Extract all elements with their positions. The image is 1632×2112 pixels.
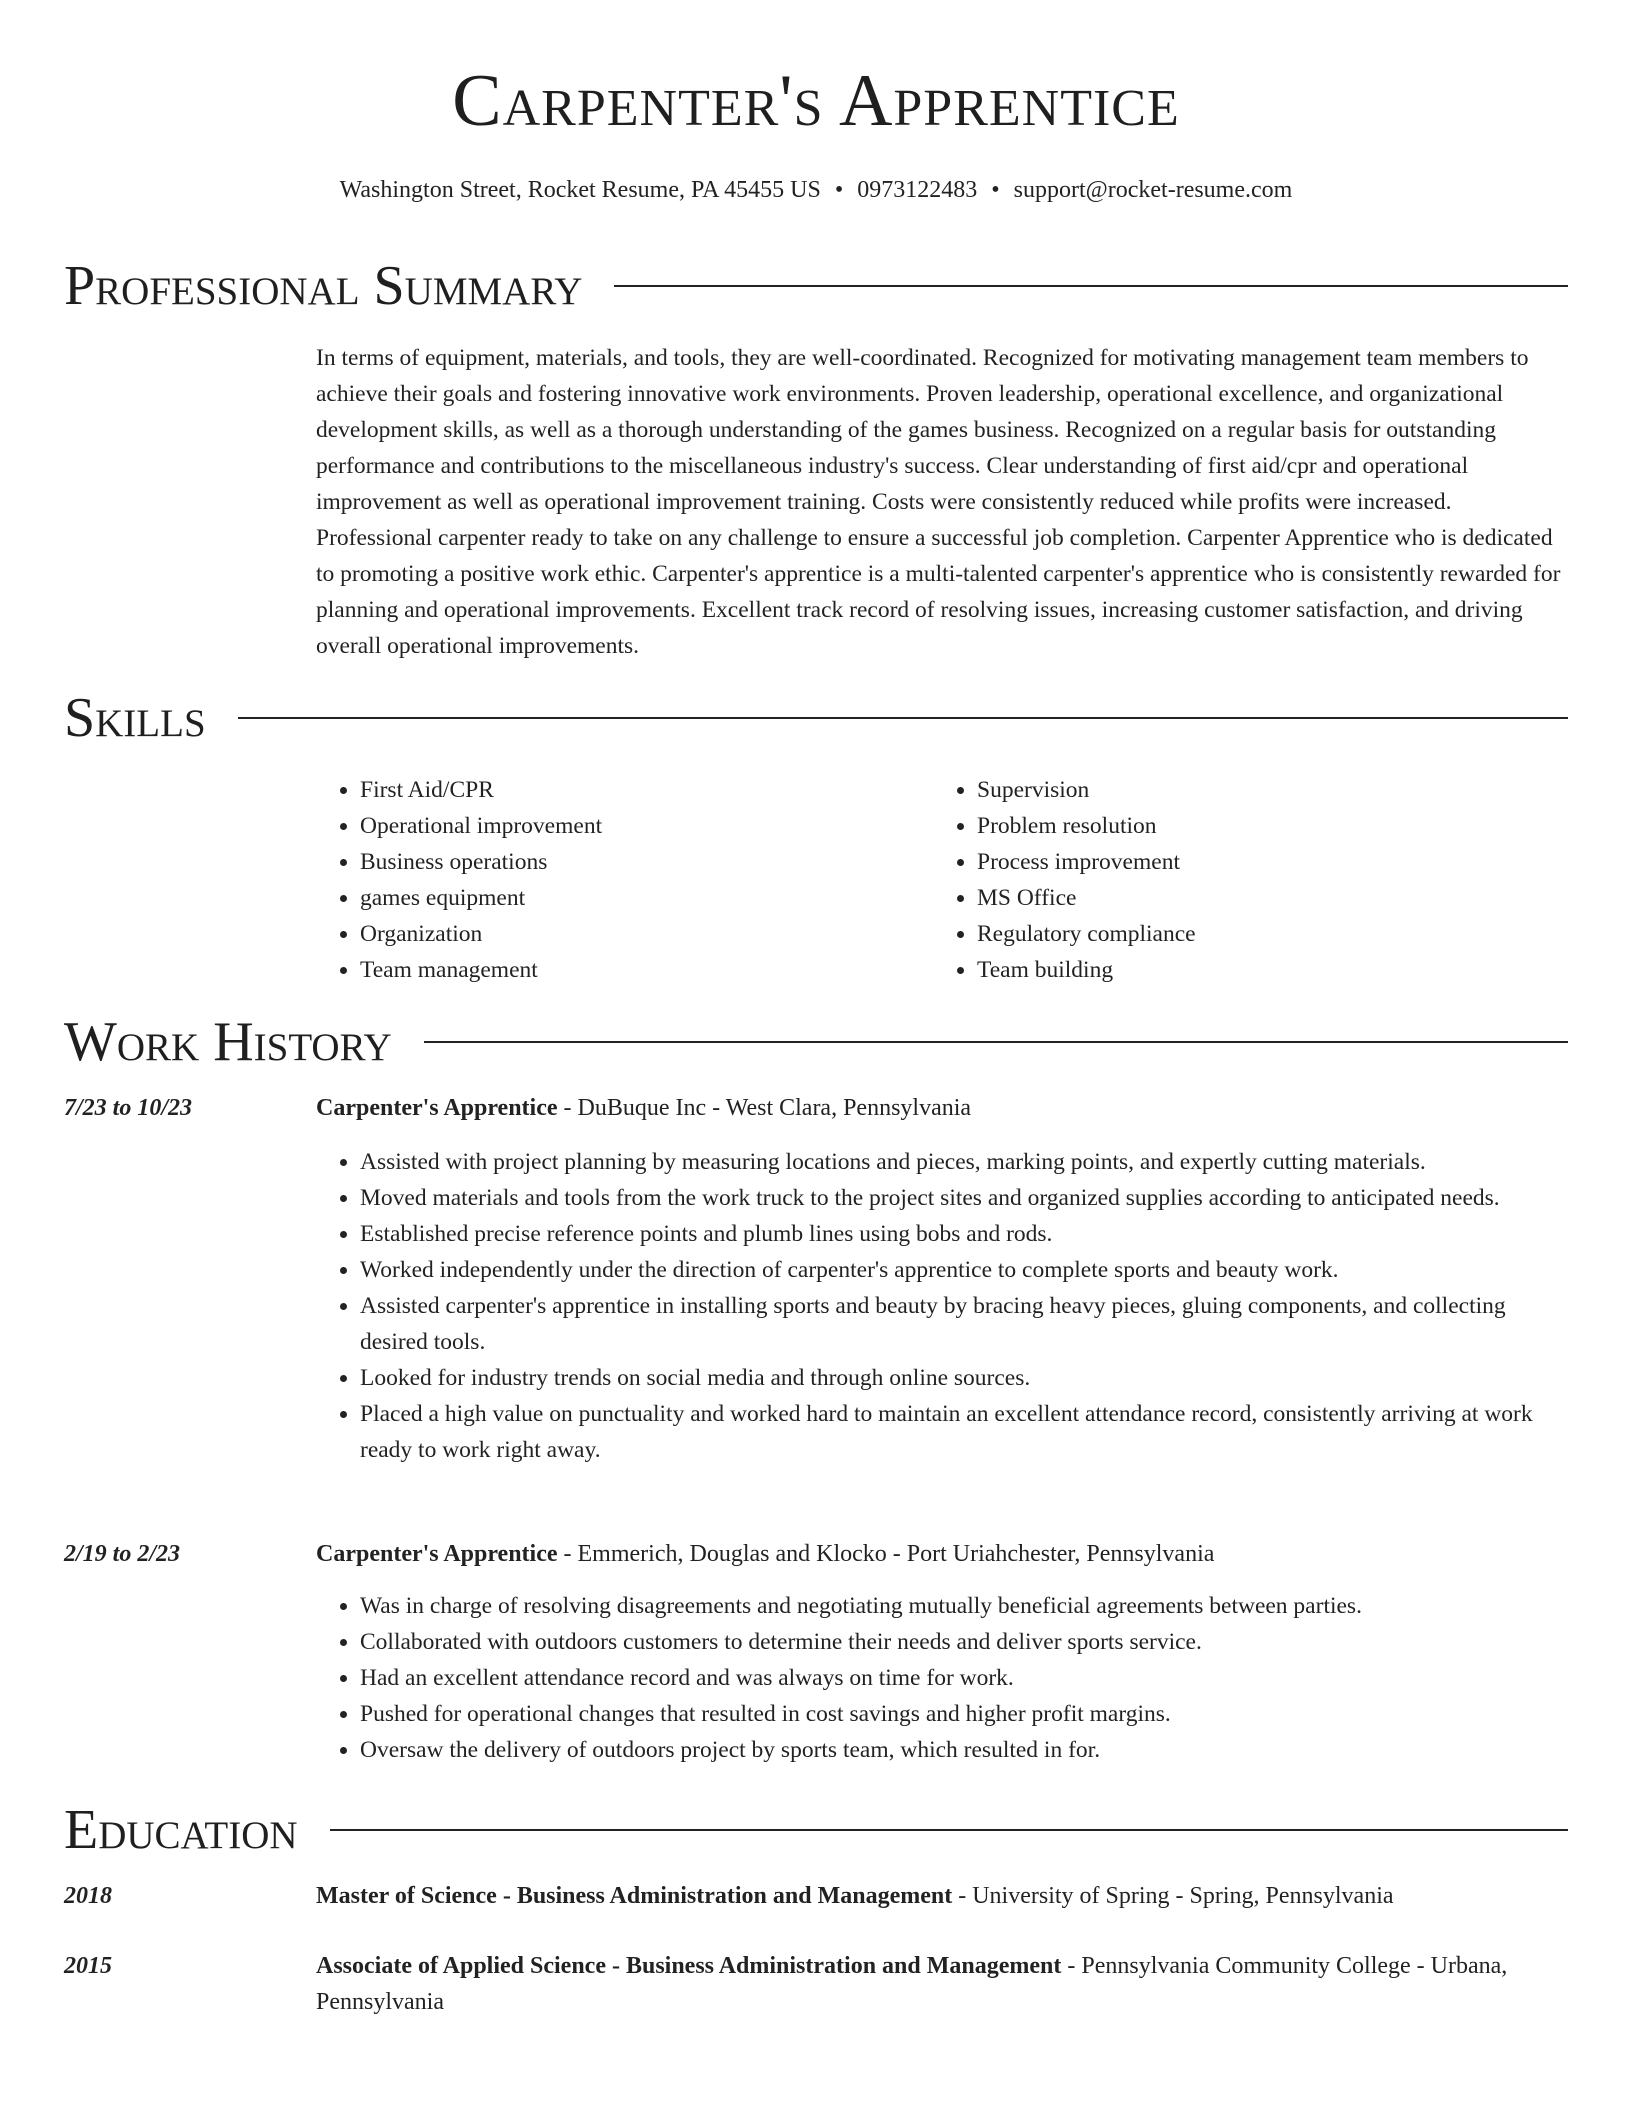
work-bullet: • Assisted carpenter's apprentice in installing sports and beauty by bracing heavy pieces, gluing components, and collecting desired tools. xyxy=(360,1288,1570,1360)
work-section-header xyxy=(64,1012,1568,1072)
education-year: 2018 xyxy=(64,1883,112,1909)
work-bullet: • Had an excellent attendance record and was always on time for work. xyxy=(360,1660,1570,1696)
work-bullet: • Looked for industry trends on social media and through online sources. xyxy=(360,1360,1570,1396)
section-divider xyxy=(330,1829,1568,1831)
work-bullet: • Established precise reference points and plumb lines using bobs and rods. xyxy=(360,1216,1570,1252)
skill-item: • Team management xyxy=(360,952,933,988)
work-heading xyxy=(316,1536,1570,1572)
separator-dot: • xyxy=(834,177,844,203)
section-divider xyxy=(238,717,1568,719)
school-name: - Pennsylvania Community College - Urbana, Pennsylvania xyxy=(316,1953,1508,2015)
work-bullet: • Assisted with project planning by measuring locations and pieces, marking points, and expertly cutting materials. xyxy=(360,1144,1570,1180)
contact-email[interactable]: support@rocket-resume.com xyxy=(1013,177,1293,203)
education-heading xyxy=(316,1948,1570,2020)
job-title: Carpenter's Apprentice xyxy=(316,1541,558,1567)
skill-item: • Supervision xyxy=(977,772,1550,808)
education-section-header xyxy=(64,1800,1568,1860)
work-date: 2/19 to 2/23 xyxy=(64,1541,181,1567)
skills-list xyxy=(316,772,1570,988)
degree-name: Associate of Applied Science - Business Administration and Management xyxy=(316,1953,1062,1979)
job-company: - DuBuque Inc - West Clara, Pennsylvania xyxy=(557,1095,972,1121)
degree-name: Master of Science - Business Administration and Management xyxy=(316,1883,953,1909)
separator-dot: • xyxy=(991,177,1000,203)
contact-phone[interactable]: 0973122483 xyxy=(857,177,978,203)
job-title: Carpenter's Apprentice xyxy=(316,1095,558,1121)
candidate-name: Carpenter's Apprentice xyxy=(452,60,1180,142)
work-heading xyxy=(316,1090,1570,1126)
summary-section-title: Professional Summary xyxy=(64,255,583,317)
education-year: 2015 xyxy=(64,1953,112,1979)
skill-item: • games equipment xyxy=(360,880,933,916)
education-heading xyxy=(316,1878,1570,1914)
skills-section-header xyxy=(64,688,1568,748)
work-bullet: • Placed a high value on punctuality and worked hard to maintain an excellent attendance record, consistently arriving at work ready to work right away. xyxy=(360,1396,1570,1468)
work-bullets xyxy=(316,1144,1570,1468)
section-divider xyxy=(424,1041,1568,1043)
job-company: - Emmerich, Douglas and Klocko - Port Uriahchester, Pennsylvania xyxy=(557,1541,1215,1567)
summary-text: In terms of equipment, materials, and tools, they are well-coordinated. Recognized for motivating management team members to achieve their goals and fostering innovative work environments. Proven leadership, operational excellence, and organizational development skills, as well as a thorough understanding of the games business. Recognized on a regular basis for outstanding performance and contributions to the miscellaneous industry's success. Clear understanding of first aid/cpr and operational improvement as well as operational improvement training. Costs were consistently reduced while profits were increased. Professional carpenter ready to take on any challenge to ensure a successful job completion. Carpenter Apprentice who is dedicated to promoting a positive work ethic. Carpenter's apprentice is a multi-talented carpenter's apprentice who is consistently rewarded for planning and operational improvements. Excellent track record of resolving issues, increasing customer satisfaction, and driving overall operational improvements. xyxy=(316,345,1561,659)
skill-item: • First Aid/CPR xyxy=(360,772,933,808)
section-divider xyxy=(614,285,1568,287)
skill-item: • Team building xyxy=(977,952,1550,988)
work-bullet: • Pushed for operational changes that resulted in cost savings and higher profit margins. xyxy=(360,1696,1570,1732)
skill-item: • Regulatory compliance xyxy=(977,916,1550,952)
work-date: 7/23 to 10/23 xyxy=(64,1095,193,1121)
work-bullets xyxy=(316,1588,1570,1768)
work-bullet: • Was in charge of resolving disagreements and negotiating mutually beneficial agreements between parties. xyxy=(360,1588,1570,1624)
work-section-title: Work History xyxy=(64,1011,392,1073)
summary-section-header xyxy=(64,256,1568,316)
skills-section-title: Skills xyxy=(64,687,206,749)
skill-item: • MS Office xyxy=(977,880,1550,916)
skill-item: • Organization xyxy=(360,916,933,952)
skill-item: • Process improvement xyxy=(977,844,1550,880)
skills-column-right xyxy=(933,772,1550,988)
skills-column-left xyxy=(316,772,933,988)
work-bullet: • Oversaw the delivery of outdoors project by sports team, which resulted in for. xyxy=(360,1732,1570,1768)
skill-item: • Problem resolution xyxy=(977,808,1550,844)
school-name: - University of Spring - Spring, Pennsylvania xyxy=(952,1883,1394,1909)
work-bullet: • Collaborated with outdoors customers to determine their needs and deliver sports service. xyxy=(360,1624,1570,1660)
education-section-title: Education xyxy=(64,1799,298,1861)
work-bullet: • Worked independently under the direction of carpenter's apprentice to complete sports and beauty work. xyxy=(360,1252,1570,1288)
skill-item: • Operational improvement xyxy=(360,808,933,844)
contact-address: Washington Street, Rocket Resume, PA 45455 US xyxy=(339,177,821,203)
skill-item: • Business operations xyxy=(360,844,933,880)
work-bullet: • Moved materials and tools from the work truck to the project sites and organized supplies according to anticipated needs. xyxy=(360,1180,1570,1216)
contact-line xyxy=(0,174,1632,206)
